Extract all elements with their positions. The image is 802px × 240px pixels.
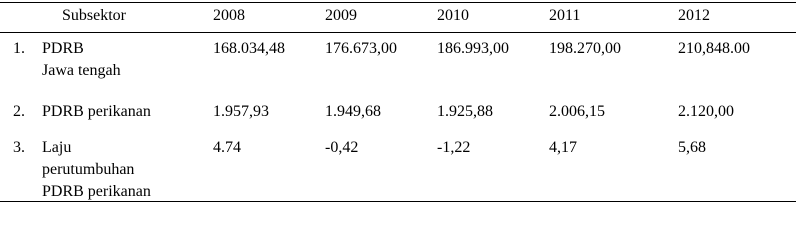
value-2008: 1.957,93 xyxy=(213,103,269,120)
header-2010: 2010 xyxy=(437,7,469,24)
value-2011: 4,17 xyxy=(549,139,577,156)
value-2011: 198.270,00 xyxy=(549,40,621,57)
value-2011: 2.006,15 xyxy=(549,103,605,120)
value-2012: 210,848.00 xyxy=(678,40,750,57)
row-subsektor xyxy=(42,137,151,203)
value-2008: 168.034,48 xyxy=(213,40,285,57)
header-2011: 2011 xyxy=(549,7,581,24)
row-number: 3. xyxy=(13,139,25,156)
row-number: 1. xyxy=(13,40,25,57)
subsektor-line: Laju xyxy=(42,139,72,156)
value-2010: -1,22 xyxy=(437,139,471,156)
header-2012: 2012 xyxy=(678,7,710,24)
header-2009: 2009 xyxy=(325,7,357,24)
value-2009: 176.673,00 xyxy=(325,40,397,57)
table-header-rule xyxy=(0,32,796,33)
value-2012: 5,68 xyxy=(678,139,706,156)
value-2010: 1.925,88 xyxy=(437,103,493,120)
value-2009: 1.949,68 xyxy=(325,103,381,120)
table-top-rule xyxy=(0,2,796,3)
value-2008: 4.74 xyxy=(213,139,241,156)
subsektor-line: perutumbuhan xyxy=(42,161,135,178)
value-2010: 186.993,00 xyxy=(437,40,509,57)
subsektor-line: Jawa tengah xyxy=(42,62,121,79)
row-subsektor xyxy=(42,38,121,82)
row-subsektor: PDRB perikanan xyxy=(42,103,151,120)
subsektor-line: PDRB perikanan xyxy=(42,183,151,200)
header-subsektor: Subsektor xyxy=(62,7,126,24)
row-number: 2. xyxy=(13,103,25,120)
subsektor-line: PDRB xyxy=(42,40,84,57)
header-2008: 2008 xyxy=(213,7,245,24)
value-2012: 2.120,00 xyxy=(678,103,734,120)
value-2009: -0,42 xyxy=(325,139,359,156)
